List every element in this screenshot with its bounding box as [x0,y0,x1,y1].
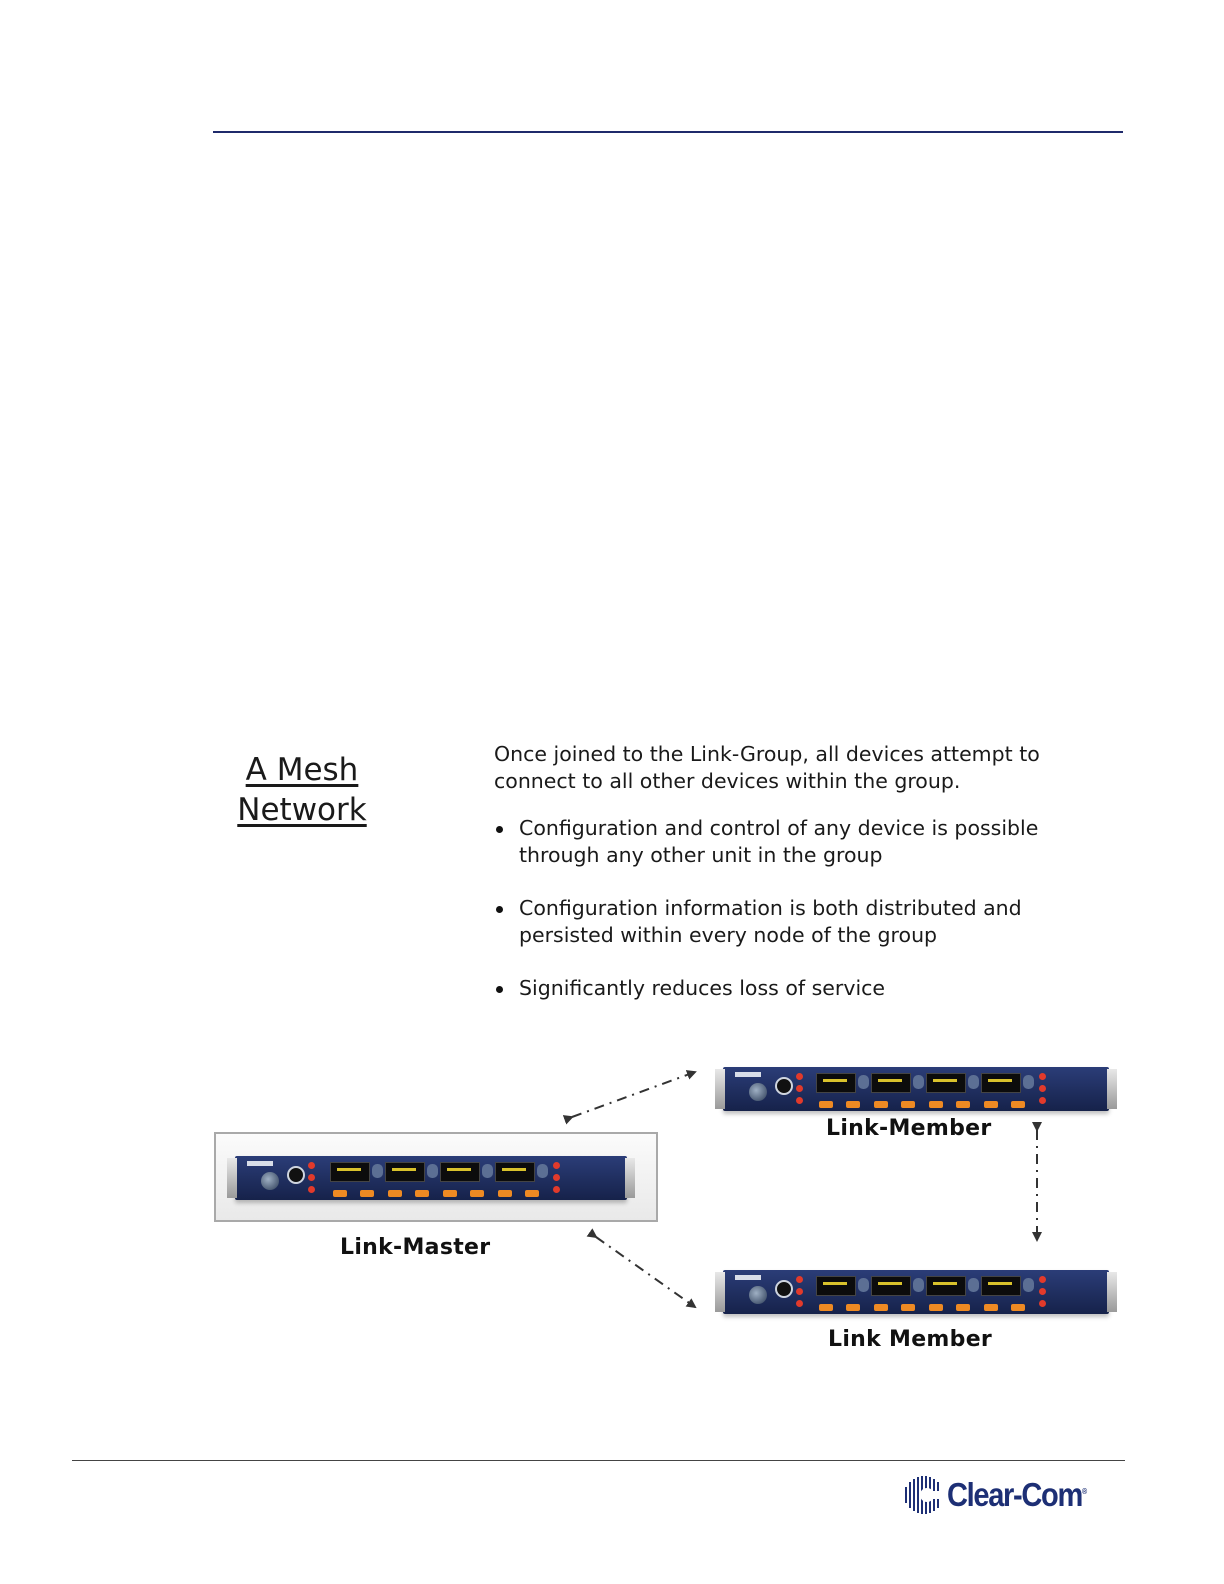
link-master-label: Link-Master [340,1235,491,1260]
clear-com-mark-icon [904,1475,944,1515]
intro-paragraph: Once joined to the Link-Group, all devices attempt to connect to all other devices within the group. [494,742,1040,793]
logo-wordmark: Clear-Com® [947,1476,1088,1513]
bullet-item: Configuration and control of any device is possible through any other unit in the group [494,815,1094,869]
link-member-top-label: Link-Member [826,1116,992,1141]
link-member-bottom-device-image [723,1270,1109,1314]
bullet-item: Configuration information is both distributed and persisted within every node of the group [494,895,1094,949]
arrow-master-to-member-bottom [596,1237,695,1307]
clear-com-logo [904,1474,1106,1516]
slide-title-line-2: Network [237,792,367,828]
footer-rule [72,1460,1125,1461]
link-member-top-device-image [723,1067,1109,1111]
slide-title-line-1: A Mesh [245,752,359,788]
link-member-bottom-label: Link Member [828,1327,993,1352]
link-master-device-image [235,1156,627,1200]
arrow-master-to-member-top [572,1072,695,1117]
bullet-item: Significantly reduces loss of service [494,975,1094,1002]
